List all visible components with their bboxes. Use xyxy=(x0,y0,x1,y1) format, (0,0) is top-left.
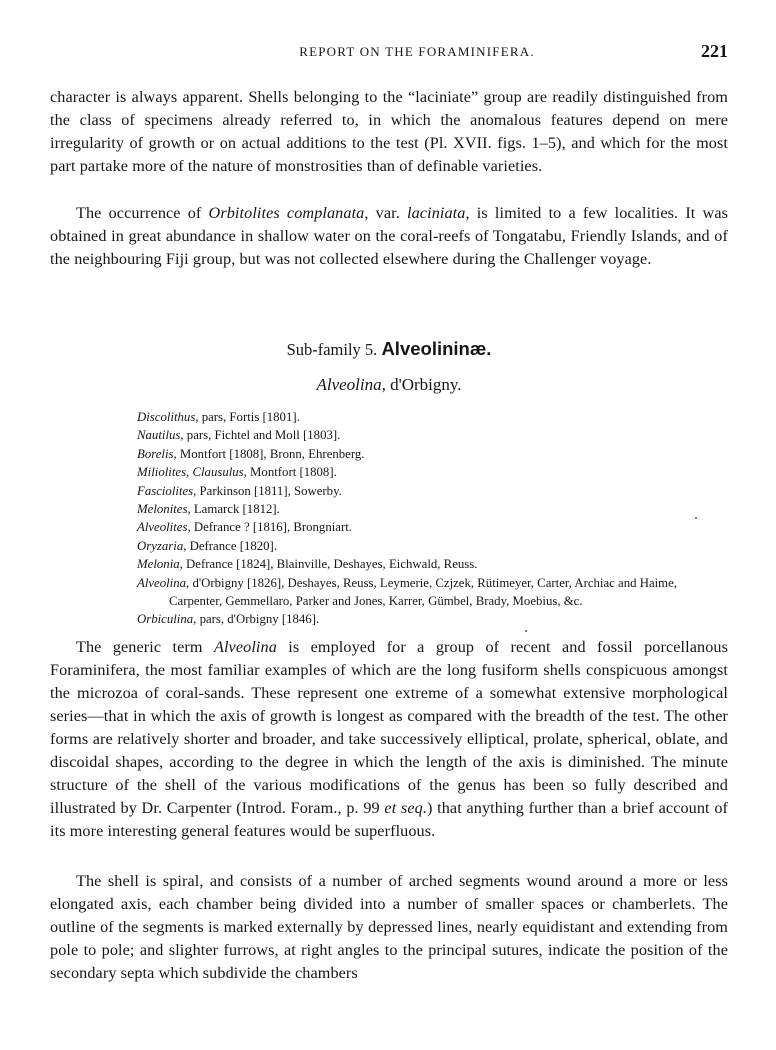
taxon-citation: , pars, Fichtel and Moll [1803]. xyxy=(180,428,341,443)
taxon-citation: , pars, Fortis [1801]. xyxy=(195,410,300,424)
taxon-citation: , Defrance [1820]. xyxy=(183,538,278,553)
species-name: Orbitolites complanata xyxy=(208,204,365,222)
variety-name: laciniata xyxy=(407,204,466,222)
genus-term: Alveolina xyxy=(213,638,277,656)
synonymy-entry xyxy=(137,445,729,463)
page-header xyxy=(50,41,728,66)
synonymy-entry xyxy=(137,518,729,536)
paragraph-shell-structure xyxy=(50,870,728,985)
page-number: 221 xyxy=(701,41,728,61)
print-speck xyxy=(695,517,697,519)
paragraph-laciniate-group xyxy=(50,86,728,178)
paragraph-text: character is always apparent. Shells belonging to the “laciniate” group are readily distinguished from the class of specimens already referred to, in which the anomalous features depend on mere irregularity of growth or on actual additions to the test (Pl. XVII. figs. 1–5), and which for the most part partake more of the nature of monstrosities than of definable varieties. xyxy=(50,88,728,175)
taxon-citation: , d'Orbigny [1826], Deshayes, Reuss, Leymerie, Czjzek, Rütimeyer, Carter, Archiac and Haime, Carpenter, Gemmellaro, Parker and Jones, Karrer, Gümbel, Brady, Moebius, &c. xyxy=(169,575,678,609)
text-run: ) that anything further than a brief account of its more interesting general features would be superfluous. xyxy=(50,799,729,840)
taxon-name: Miliolites, Clausulus xyxy=(137,465,244,480)
synonymy-entry xyxy=(137,555,729,573)
synonymy-list xyxy=(137,408,729,629)
taxon-citation: , pars, d'Orbigny [1846]. xyxy=(193,612,320,627)
taxon-name: Orbiculina xyxy=(137,612,194,627)
synonymy-entry xyxy=(137,500,729,518)
taxon-name: Melonites xyxy=(137,502,188,517)
synonymy-entry xyxy=(137,426,729,444)
text-run: The occurrence of xyxy=(76,204,209,222)
running-title: REPORT ON THE FORAMINIFERA. xyxy=(299,44,535,59)
genus-name: Alveolina xyxy=(316,375,382,394)
synonymy-entry xyxy=(137,574,729,611)
genus-heading xyxy=(50,375,728,395)
paragraph-generic-term xyxy=(50,636,728,843)
taxon-name: Alveolina xyxy=(137,575,187,590)
taxon-name: Oryzaria xyxy=(137,538,184,553)
taxon-citation: , Parkinson [1811], Sowerby. xyxy=(193,483,342,498)
text-run: , is limited to a few localities. It was obtained in great abundance in shallow water on the coral-reefs of Tongatabu, Friendly Islands, and of the neighbouring Fiji group, but was not collected elsewhere during the Challenger voyage. xyxy=(50,204,729,268)
taxon-citation: , Lamarck [1812]. xyxy=(187,502,280,517)
synonymy-entry xyxy=(137,482,729,500)
text-run: , var. xyxy=(364,204,408,222)
synonymy-entry xyxy=(137,537,729,555)
print-speck xyxy=(525,630,527,632)
text-run: is employed for a group of recent and fossil porcellanous Foraminifera, the most familiar examples of which are the long fusiform shells conspicuous amongst the microzoa of coral-sands. These represent one extreme of a somewhat extensive morphological series—that in which the axis of growth is longest as compared with the breadth of the test. The other forms are relatively shorter and broader, and take successively elliptical, prolate, spherical, oblate, and discoidal shapes, according to the degree in which the length of the axis is diminished. The minute structure of the shell of the various modifications of the genus has been so fully described and illustrated by Dr. Carpenter (Introd. Foram., p. 99 xyxy=(50,638,728,817)
taxon-name: Melonia xyxy=(137,557,180,572)
subfamily-name: Alveolininæ. xyxy=(381,338,492,359)
subfamily-heading xyxy=(50,338,728,360)
taxon-citation: , Defrance ? [1816], Brongniart. xyxy=(187,520,352,535)
taxon-name: Nautilus xyxy=(137,428,181,443)
et-seq: et seq. xyxy=(384,799,427,817)
synonymy-entry xyxy=(137,610,729,628)
synonymy-entry xyxy=(137,408,729,426)
taxon-name: Alveolites xyxy=(137,520,188,535)
genus-author: , d'Orbigny. xyxy=(381,375,462,394)
taxon-name: Discolithus xyxy=(137,410,196,424)
text-run: The generic term xyxy=(76,638,214,656)
synonymy-entry xyxy=(137,463,729,481)
taxon-name: Borelis xyxy=(137,446,174,461)
paragraph-text: The shell is spiral, and consists of a number of arched segments wound around a more or less elongated axis, each chamber being divided into a number of smaller spaces or chamberlets. The outline of the segments is marked externally by depressed lines, nearly equidistant and extending from pole to pole; and slighter furrows, at right angles to the principal sutures, indicate the position of the secondary septa which subdivide the chambers xyxy=(50,872,728,982)
taxon-citation: , Defrance [1824], Blainville, Deshayes, Eichwald, Reuss. xyxy=(179,557,478,572)
taxon-citation: , Montfort [1808]. xyxy=(243,465,337,480)
paragraph-occurrence xyxy=(50,202,728,271)
taxon-citation: , Montfort [1808], Bronn, Ehrenberg. xyxy=(173,446,365,461)
subfamily-prefix: Sub-family 5. xyxy=(286,340,378,359)
taxon-name: Fasciolites xyxy=(137,483,194,498)
